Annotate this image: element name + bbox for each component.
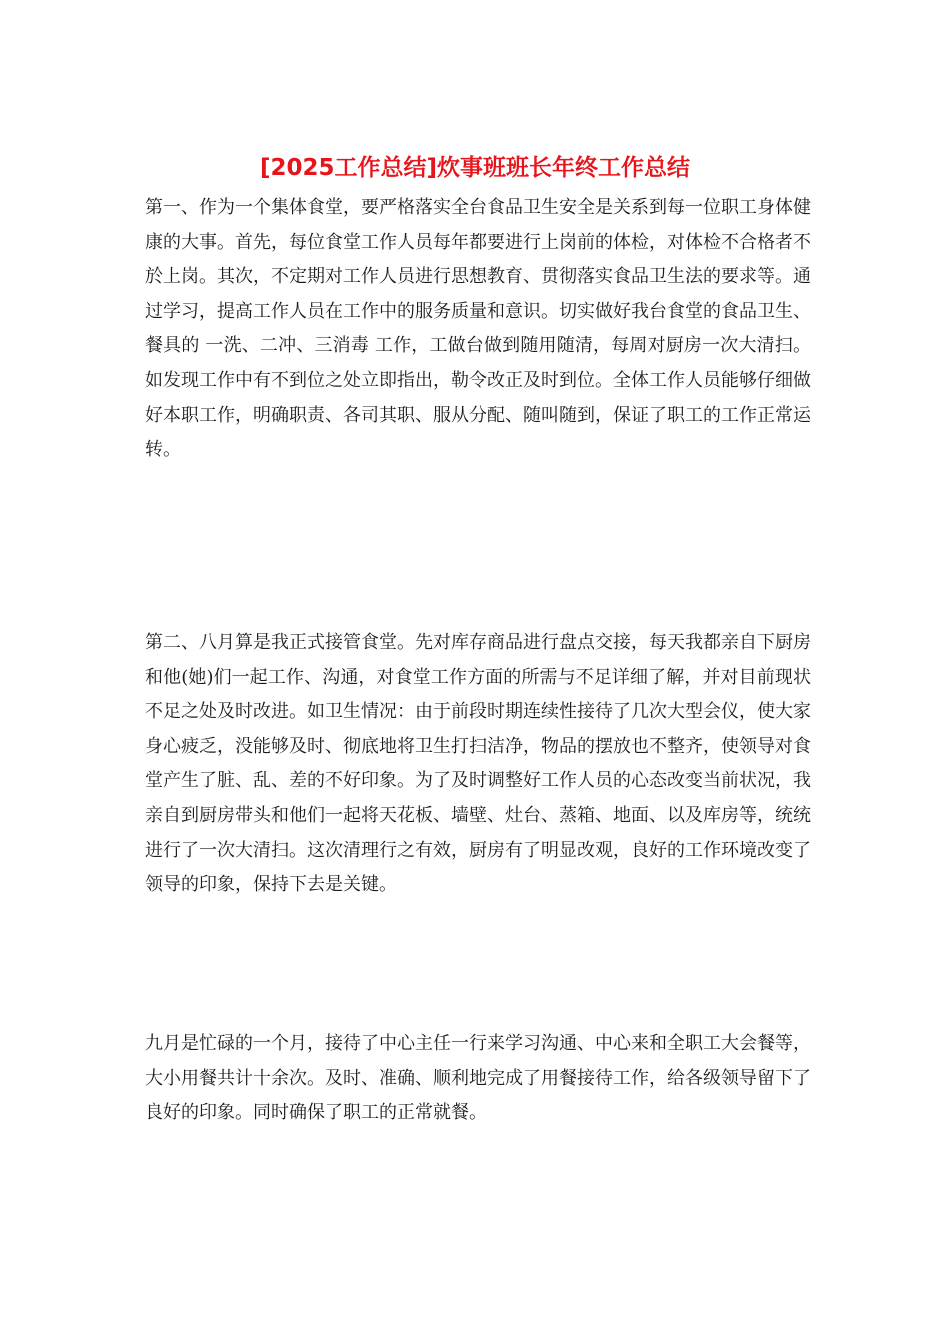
- paragraph-1: 第一、作为一个集体食堂，要严格落实全台食品卫生安全是关系到每一位职工身体健康的大事。首先，每位食堂工作人员每年都要进行上岗前的体检，对体检不合格者不於上岗。其次，不定期对工作人员进行思想教育、贯彻落实食品卫生法的要求等。通过学习，提高工作人员在工作中的服务质量和意识。切实做好我台食堂的食品卫生、餐具的 一洗、二冲、三消毒 工作，工做台做到随用随清，每周对厨房一次大清扫。如发现工作中有不到位之处立即指出，勒令改正及时到位。全体工作人员能够仔细做好本职工作，明确职责、各司其职、服从分配、随叫随到，保证了职工的工作正常运转。: [145, 197, 811, 461]
- document-title: [2025工作总结]炊事班班长年终工作总结: [259, 155, 691, 181]
- paragraph-3: 九月是忙碌的一个月，接待了中心主任一行来学习沟通、中心来和全职工大会餐等，大小用餐共计十余次。及时、准确、顺利地完成了用餐接待工作，给各级领导留下了良好的印象。同时确保了职工的正常就餐。: [145, 1033, 811, 1124]
- paragraph-2: 第二、八月算是我正式接管食堂。先对库存商品进行盘点交接，每天我都亲自下厨房和他(她)们一起工作、沟通，对食堂工作方面的所需与不足详细了解，并对目前现状不足之处及时改进。如卫生情况：由于前段时期连续性接待了几次大型会仪，使大家身心疲乏，没能够及时、彻底地将卫生打扫洁净，物品的摆放也不整齐，使领导对食堂产生了脏、乱、差的不好印象。为了及时调整好工作人员的心态改变当前状况，我亲自到厨房带头和他们一起将天花板、墙壁、灶台、蒸箱、地面、以及库房等，统统进行了一次大清扫。这次清理行之有效，厨房有了明显改观，良好的工作环境改变了领导的印象，保持下去是关键。: [145, 632, 811, 896]
